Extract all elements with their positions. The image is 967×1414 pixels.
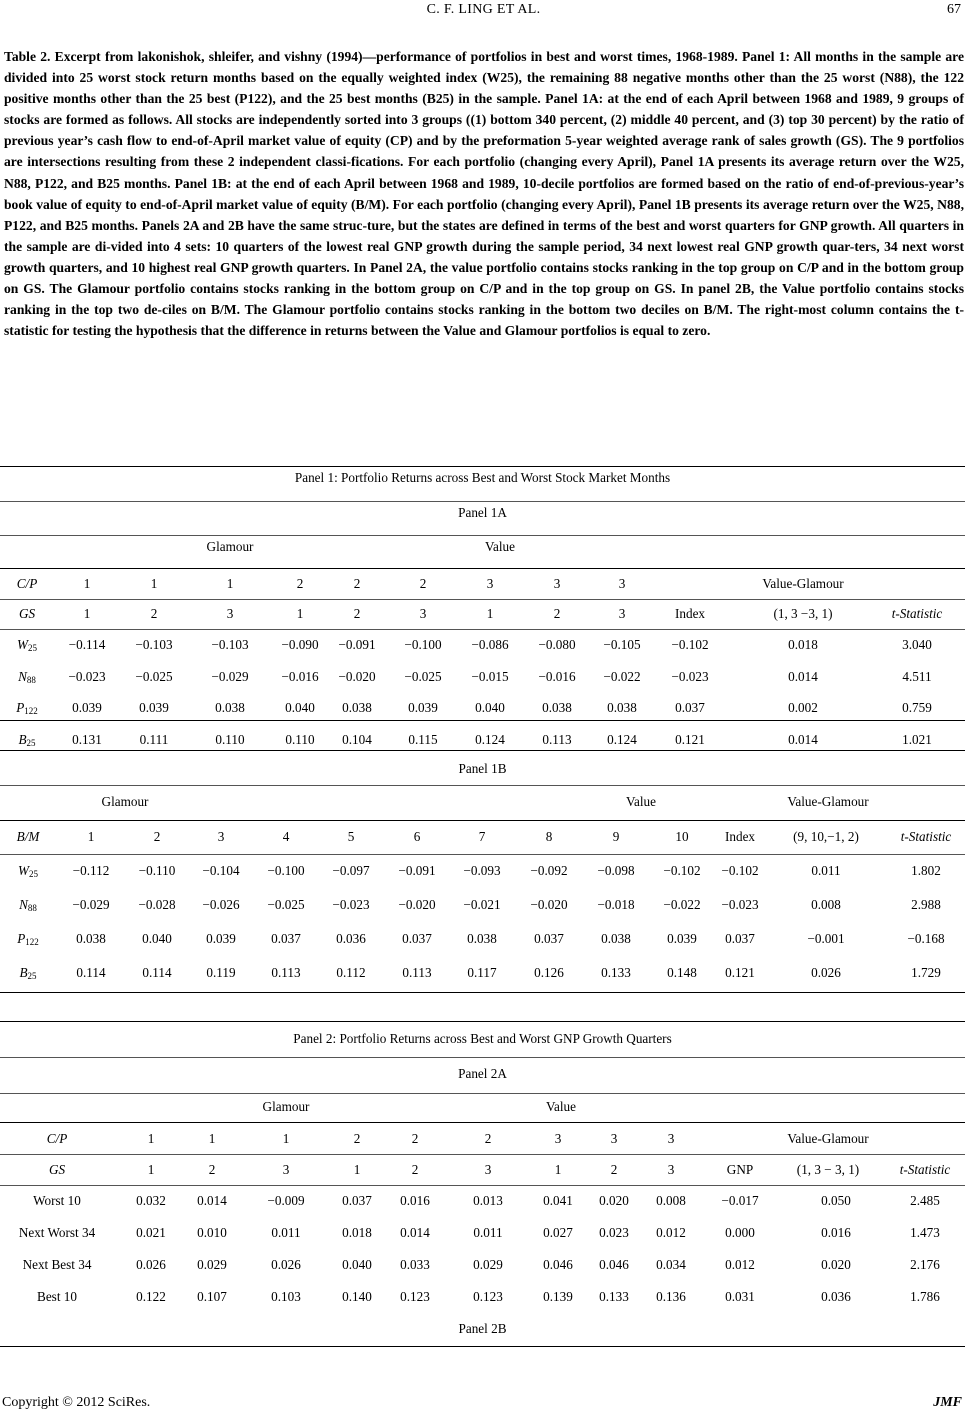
panel2a-row-cell: 0.027 [543, 1225, 573, 1240]
panel1b-row-cell: −0.028 [138, 897, 176, 912]
panel1b-row-cell: −0.104 [202, 863, 240, 878]
panel2a-row-cell: 0.140 [342, 1289, 372, 1304]
panel1a-row-label-subscript: 25 [28, 643, 37, 653]
panel1b-decile-cell: 5 [347, 829, 355, 844]
panel1b-row-cell: 1.729 [911, 965, 941, 980]
panel1a-header-rule [0, 568, 965, 569]
panel2a-cp-cell: 2 [411, 1131, 419, 1146]
panel1a-row-label-subscript: 88 [26, 674, 36, 685]
panel1b-row-cell: −0.025 [267, 897, 305, 912]
panel1a-row-cell: 0.002 [788, 700, 818, 715]
page-footer [2, 1395, 964, 1411]
panel1b-row-cell: −0.091 [398, 863, 436, 878]
panel1b-row-cell: 0.038 [601, 931, 631, 946]
panel2a-value-header: Value [545, 1099, 577, 1114]
panel1a-row-cell: 4.511 [902, 668, 932, 684]
panel1a-cp-cell: 3 [553, 576, 561, 591]
panel2a-row-cell: 0.041 [543, 1193, 573, 1208]
panel1b-row-cell: −0.100 [267, 863, 305, 878]
panel2a-row-cell: −0.009 [267, 1193, 305, 1208]
panel2a-gs-cell: 2 [208, 1162, 216, 1177]
panel1a-row-cell: 0.040 [285, 700, 315, 715]
panel1b-row-cell: 0.008 [811, 897, 841, 912]
panel2a-row-cell: 0.021 [136, 1225, 166, 1240]
copyright-text: Copyright © 2012 SciRes. [2, 1395, 151, 1410]
panel1a-gs-cell: 3 [226, 606, 234, 621]
panel1b-row-cell: 0.133 [601, 965, 631, 980]
panel1a-row-cell: −0.025 [135, 668, 173, 684]
panel1b-bm-label: B/M [16, 829, 40, 844]
panel1b-row-cell: −0.102 [663, 863, 701, 878]
panel2a-row-label: Next Worst 34 [18, 1225, 96, 1240]
panel2a-row-cell: 0.012 [725, 1257, 755, 1272]
panel1a-row-cell: −0.016 [538, 668, 576, 684]
panel1b-title: Panel 1B [458, 761, 507, 776]
panel1a-cp-cell: 2 [353, 576, 361, 591]
panel1a-gs-cell: 2 [553, 606, 561, 621]
panel1b-row-cell: 0.037 [534, 931, 564, 946]
panel2a-gs-rule [0, 1185, 965, 1186]
panel1b-row-cell: −0.021 [463, 897, 501, 912]
panel1a-gs-cell: 1 [486, 606, 494, 621]
panel1a-cp-cell: 2 [419, 576, 427, 591]
panel1a-row-cell: 0.111 [139, 731, 169, 747]
panel1a-row-cell: 0.018 [788, 637, 818, 652]
panel1b-row-cell: 0.112 [336, 965, 366, 980]
panel2a-gnp-header: GNP [726, 1162, 754, 1177]
panel1b-row-cell: −0.020 [398, 897, 436, 912]
panel1a-row-cell: −0.080 [538, 637, 576, 652]
panel1a-row-cell: 0.039 [139, 700, 169, 715]
panel1b-row-cell: 0.113 [271, 965, 301, 980]
panel2a-row-cell: −0.017 [721, 1193, 759, 1208]
panel1b-row-cell: 1.802 [911, 863, 941, 878]
panel1a-row-label: $N_{88}$ [18, 668, 36, 685]
panel1a-row-cell: −0.103 [211, 637, 249, 652]
panel1a-bottom-rule [0, 720, 965, 721]
panel1b-row-label-subscript: 25 [27, 971, 37, 981]
panel1a-gs-cell: 2 [353, 606, 361, 621]
panel2a-row-cell: 0.016 [400, 1193, 430, 1208]
table-caption: Table 2. Excerpt from lakonishok, shleifer, and vishny (1994)—performance of portfolios in best and worst times, 1968-1989. Panel 1: All months in the sample are divided into 25 worst stock return months based on the equally weighted index (W25), the remaining 88 negative months other than the 25 worst (N88), the 122 positive months other than the 25 best (P122), and the 25 best months (B25) in the sample. Panel 1A: at the end of each April between 1968 and 1989, 9 groups of stocks are formed as follows. All stocks are independently sorted into 3 groups ((1) bottom 340 percent, (2) middle 40 percent, and (3) top 30 percent) by the ratio of previous year’s cash flow to end-of-April market value of equity (CP) and by the preformation 5-year weighted average rank of sales growth (GS). The 9 portfolios are intersections resulting from these 2 independent classi-fications. For each portfolio (changing every April), Panel 1A presents its average return over the W25, N88, P122, and B25 months. Panel 1B: at the end of each April between 1968 and 1989, 10-decile portfolios are formed based on the ratio of end-of-previous-year’s book value of equity to end-of-April market value of equity (B/M). For each portfolio (changing every April), Panel 1B presents its average return over the W25, N88, P122, and B25 months. Panels 2A and 2B have the same struc-ture, but the states are defined in terms of the best and worst quarters for GNP growth. All quarters in the sample are di-vided into 4 sets: 10 quarters of the lowest real GNP growth during the sample period, 34 next lowest real GNP growth quar-ters, 34 next worst growth quarters, and 10 highest real GNP growth quarters. In Panel 2A, the value portfolio contains stocks ranking in the top group on C/P and in the bottom group on GS. The Glamour portfolio contains stocks ranking in the bottom group on C/P and in the top group on GS. In panel 2B, the Value portfolio contains stocks ranking in the top two de-ciles on B/M. The Glamour portfolio contains stocks ranking in the bottom two deciles on B/M. The right-most column contains the t-statistic for testing the hypothesis that the difference in returns between the Value and Glamour portfolios is equal to zero. [4, 49, 964, 339]
panel2a-row-cell: 0.040 [342, 1257, 372, 1272]
panel1b-row-cell: 0.038 [467, 931, 497, 946]
page-number: 67 [947, 2, 961, 17]
panel1a-gs-cell: 1 [296, 606, 304, 621]
panel2a-tstat-header: t-Statistic [899, 1162, 951, 1177]
panel1a-cp-cell: 2 [296, 576, 304, 591]
panel1b-row-cell: −0.001 [807, 931, 845, 946]
panel2-title: Panel 2: Portfolio Returns across Best and Worst GNP Growth Quarters [293, 1031, 672, 1046]
panel2a-row-cell: 0.020 [821, 1257, 851, 1272]
panel1a-row-cell: −0.100 [404, 637, 442, 652]
panel1b-row-cell: 0.113 [402, 965, 432, 980]
panel1b-row-label: $B_{25}$ [19, 965, 37, 981]
panel1a-row-cell: 0.038 [342, 700, 372, 715]
panel1b-row-cell: 0.114 [76, 965, 106, 980]
panel2a-row-cell: 0.123 [473, 1289, 503, 1304]
panel2a-cp-cell: 2 [484, 1131, 492, 1146]
panel2a-cp-label: C/P [46, 1131, 68, 1146]
panel2a-cp-cell: 1 [208, 1131, 216, 1146]
panel1b-row-cell: −0.092 [530, 863, 568, 878]
panel1a-cp-label: C/P [16, 576, 38, 591]
panel1a-row-label-subscript: 25 [26, 737, 36, 748]
panel1a-diff-header: (1, 3 −3, 1) [773, 606, 833, 621]
panel2a-row-cell: 0.020 [599, 1193, 629, 1208]
panel2a-row-label: Best 10 [37, 1289, 77, 1304]
panel1a-title-rule [0, 501, 965, 502]
panel1a-row-cell: 0.124 [607, 731, 637, 747]
panel2a-row-cell: 0.023 [599, 1225, 629, 1240]
panel1b-row-cell: −0.168 [907, 931, 945, 946]
panel1b-group-rule [0, 820, 965, 821]
panel1a-cp-cell: 3 [486, 576, 494, 591]
panel1b-decile-cell: 1 [87, 829, 95, 844]
running-title: C. F. LING ET AL. [426, 2, 541, 17]
panel1b-row-label: $P_{122}$ [17, 931, 39, 947]
panel2a-row-cell: 0.018 [342, 1225, 372, 1240]
panel1a-group-rule [0, 535, 965, 536]
panel2a-row-cell: 0.123 [400, 1289, 430, 1304]
panel1b-row-label-subscript: 25 [29, 869, 38, 879]
panel2a-row-cell: 0.029 [197, 1257, 227, 1272]
panel1a-cp-cell: 3 [618, 576, 626, 591]
panel1a-row-cell: 1.021 [902, 731, 932, 747]
panel2a-row-cell: 1.473 [910, 1225, 940, 1240]
panel2a-row-label: Worst 10 [33, 1193, 81, 1208]
page-header [0, 2, 967, 22]
panel2a-gs-label: GS [48, 1162, 66, 1177]
panel1b-title-rule [0, 785, 965, 786]
panel1a-row-cell: 0.014 [788, 731, 818, 747]
panel2a-row-cell: 0.013 [473, 1193, 503, 1208]
panel1b-top-rule [0, 750, 965, 751]
panel1a-row-cell: −0.025 [404, 668, 442, 684]
panel1a-row-cell: −0.023 [671, 668, 709, 684]
panel2a-row-cell: 0.011 [473, 1225, 503, 1240]
panel2a-row-cell: 0.133 [599, 1289, 629, 1304]
panel1a-row-label: $W_{25}$ [17, 637, 37, 653]
panel1b-row-cell: −0.020 [530, 897, 568, 912]
panel1b-row-cell: −0.026 [202, 897, 240, 912]
panel2a-gs-cell: 1 [147, 1162, 155, 1177]
panel2a-row-cell: 0.012 [656, 1225, 686, 1240]
panel1a-row-cell: 0.759 [902, 700, 932, 715]
panel1b-row-cell: 0.126 [534, 965, 564, 980]
panel2a-row-cell: 0.034 [656, 1257, 686, 1272]
panel1b-decile-cell: 2 [153, 829, 161, 844]
panel1b-index-header: Index [724, 829, 756, 844]
panel1a-gs-cell: 3 [618, 606, 626, 621]
panel1b-row-cell: 0.011 [811, 863, 841, 878]
panel1b-row-cell: 0.148 [667, 965, 697, 980]
panel1b-row-cell: −0.112 [72, 863, 110, 878]
panel1b-decile-cell: 6 [413, 829, 421, 844]
panel2a-glamour-header: Glamour [262, 1099, 310, 1114]
panel2b-title: Panel 2B [458, 1321, 507, 1336]
panel1a-tstat-header: t-Statistic [891, 606, 943, 621]
panel1a-gs-cell: 1 [83, 606, 91, 621]
panel1a-row-cell: 0.124 [475, 731, 505, 747]
panel1b-row-cell: −0.102 [721, 863, 759, 878]
panel1b-row-label: $W_{25}$ [18, 863, 38, 879]
panel1b-row-cell: −0.093 [463, 863, 501, 878]
panel1a-row-cell: 0.110 [215, 731, 245, 747]
panel2a-row-label: Next Best 34 [22, 1257, 92, 1272]
panel2a-row-cell: 0.136 [656, 1289, 686, 1304]
panel1b-decile-cell: 3 [217, 829, 225, 844]
panel2a-row-cell: 0.016 [821, 1225, 851, 1240]
panel2a-row-cell: 0.037 [342, 1193, 372, 1208]
panel1a-cp-cell: 1 [83, 576, 91, 591]
panel2a-row-cell: 0.026 [136, 1257, 166, 1272]
panel1a-row-cell: 0.039 [72, 700, 102, 715]
panel1a-row-cell: 0.040 [475, 700, 505, 715]
panel1a-row-cell: −0.016 [281, 668, 319, 684]
panel1a-cp-rule [0, 599, 965, 600]
panel1b-row-label-subscript: 88 [27, 903, 37, 913]
panel2a-cp-cell: 2 [353, 1131, 361, 1146]
panel1b-decile-cell: 9 [612, 829, 620, 844]
panel2a-gs-cell: 2 [610, 1162, 618, 1177]
panel1b-bottom-rule [0, 992, 965, 993]
panel2a-gs-cell: 3 [282, 1162, 290, 1177]
panel1b-row-cell: 0.037 [271, 931, 301, 946]
panel2a-row-cell: 0.103 [271, 1289, 301, 1304]
panel1b-glamour-header: Glamour [101, 794, 149, 809]
panel1a-value-header: Value [484, 539, 516, 554]
panel1a-gs-cell: 2 [150, 606, 158, 621]
panel1a-row-cell: −0.103 [135, 637, 173, 652]
panel1b-row-cell: 0.036 [336, 931, 366, 946]
panel1b-row-cell: 0.121 [725, 965, 755, 980]
panel1a-row-cell: −0.029 [211, 668, 249, 684]
panel1b-row-cell: −0.018 [597, 897, 635, 912]
panel2a-gs-cell: 3 [667, 1162, 675, 1177]
panel2a-row-cell: 0.029 [473, 1257, 503, 1272]
panel1b-diff-header: (9, 10,−1, 2) [793, 829, 859, 844]
panel1b-row-cell: 0.026 [811, 965, 841, 980]
panel1b-decile-cell: 8 [545, 829, 553, 844]
panel2a-gs-cell: 3 [484, 1162, 492, 1177]
journal-abbrev: JMF [933, 1395, 962, 1410]
panel2a-diff-header: (1, 3 − 3, 1) [796, 1162, 860, 1177]
panel1b-decile-cell: 7 [478, 829, 486, 844]
panel1b-row-cell: −0.022 [663, 897, 701, 912]
panel1a-row-cell: −0.102 [671, 637, 709, 652]
panel2a-row-cell: 0.010 [197, 1225, 227, 1240]
panel2a-row-cell: 0.122 [136, 1289, 166, 1304]
panel1b-tstat-header: t-Statistic [900, 829, 952, 844]
panel2a-title: Panel 2A [458, 1066, 507, 1081]
panel2a-group-rule [0, 1122, 965, 1123]
panel2a-value-glamour-header: Value-Glamour [787, 1131, 869, 1146]
panel1a-title: Panel 1A [458, 505, 507, 520]
panel2a-row-cell: 0.014 [400, 1225, 430, 1240]
panel1-title: Panel 1: Portfolio Returns across Best and Worst Stock Market Months [294, 470, 671, 485]
panel2-title-rule [0, 1057, 965, 1058]
panel1b-row-label: $N_{88}$ [19, 897, 37, 913]
panel2a-cp-cell: 1 [282, 1131, 290, 1146]
panel1b-row-cell: 0.039 [206, 931, 236, 946]
panel1a-gs-rule [0, 629, 965, 630]
panel2a-row-cell: 0.139 [543, 1289, 573, 1304]
panel2a-row-cell: 0.031 [725, 1289, 755, 1304]
panel1b-row-cell: −0.110 [138, 863, 176, 878]
panel1b-row-cell: 0.114 [142, 965, 172, 980]
panel1b-row-cell: −0.097 [332, 863, 370, 878]
panel2a-cp-cell: 3 [554, 1131, 562, 1146]
panel1a-row-label: $B_{25}$ [18, 731, 36, 748]
panel2a-row-cell: 0.046 [599, 1257, 629, 1272]
panel2a-row-cell: 0.046 [543, 1257, 573, 1272]
panel2a-row-cell: 1.786 [910, 1289, 940, 1304]
panel1b-row-label-subscript: 122 [25, 937, 39, 947]
panel1b-row-cell: −0.023 [332, 897, 370, 912]
panel1b-row-cell: 0.119 [206, 965, 236, 980]
panel2a-cp-cell: 3 [610, 1131, 618, 1146]
panel1b-row-cell: −0.029 [72, 897, 110, 912]
panel2-top-rule [0, 1021, 965, 1022]
panel2a-row-cell: 0.033 [400, 1257, 430, 1272]
panel2a-title-rule [0, 1093, 965, 1094]
panel2b-title-rule [0, 1346, 965, 1347]
panel2a-row-cell: 2.176 [910, 1257, 940, 1272]
panel2a-cp-cell: 3 [667, 1131, 675, 1146]
panel1a-row-cell: 0.037 [675, 700, 705, 715]
panel2a-gs-cell: 1 [353, 1162, 361, 1177]
panel2a-row-cell: 0.050 [821, 1193, 851, 1208]
panel1a-gs-label: GS [18, 606, 36, 621]
panel1a-row-label-subscript: 122 [24, 706, 38, 716]
panel1a-row-cell: 0.038 [607, 700, 637, 715]
panel1b-row-cell: 0.039 [667, 931, 697, 946]
panel2a-row-cell: 2.485 [910, 1193, 940, 1208]
panel1a-cp-cell: 1 [226, 576, 234, 591]
panel1a-row-cell: −0.022 [603, 668, 641, 684]
panel2a-row-cell: 0.036 [821, 1289, 851, 1304]
panel1b-row-cell: 2.988 [911, 897, 941, 912]
panel1a-row-cell: 0.121 [675, 731, 705, 747]
panel1a-row-cell: 0.038 [542, 700, 572, 715]
panel1a-gs-cell: 3 [419, 606, 427, 621]
panel2a-cp-cell: 1 [147, 1131, 155, 1146]
panel1a-glamour-header: Glamour [206, 539, 254, 554]
panel1a-top-rule [0, 466, 965, 467]
panel1b-row-cell: −0.098 [597, 863, 635, 878]
panel1b-header-rule [0, 854, 965, 855]
panel1b-value-glamour-header: Value-Glamour [787, 794, 869, 809]
panel1b-row-cell: 0.037 [402, 931, 432, 946]
panel1a-value-glamour-header: Value-Glamour [762, 576, 844, 591]
panel1b-row-cell: 0.037 [725, 931, 755, 946]
panel2a-row-cell: 0.000 [725, 1225, 755, 1240]
panel2a-row-cell: 0.011 [271, 1225, 301, 1240]
panel1a-row-cell: −0.023 [68, 668, 106, 684]
panel2a-row-cell: 0.008 [656, 1193, 686, 1208]
panel1a-row-cell: 0.115 [408, 731, 438, 747]
panel2a-row-cell: 0.026 [271, 1257, 301, 1272]
panel1a-row-cell: −0.105 [603, 637, 641, 652]
panel1a-row-cell: −0.091 [338, 637, 376, 652]
panel1a-row-cell: 3.040 [902, 637, 932, 652]
panel2a-row-cell: 0.014 [197, 1193, 227, 1208]
panel1a-row-cell: −0.090 [281, 637, 319, 652]
panel1b-decile-cell: 10 [675, 829, 689, 844]
panel1a-row-cell: −0.114 [68, 637, 106, 652]
panel1b-value-header: Value [625, 794, 657, 809]
panel1b-row-cell: −0.023 [721, 897, 759, 912]
panel2a-row-cell: 0.032 [136, 1193, 166, 1208]
panel1a-row-cell: 0.038 [215, 700, 245, 715]
panel1b-row-cell: 0.038 [76, 931, 106, 946]
panel1b-row-cell: 0.117 [467, 965, 497, 980]
panel1a-row-cell: −0.086 [471, 637, 509, 652]
panel2a-row-cell: 0.107 [197, 1289, 227, 1304]
panel1a-row-label: $P_{122}$ [16, 700, 38, 716]
panel1a-row-cell: 0.110 [285, 731, 315, 747]
panel1a-row-cell: 0.014 [788, 668, 818, 684]
panel1a-row-cell: −0.020 [338, 668, 376, 684]
panel1a-cp-cell: 1 [150, 576, 158, 591]
panel2a-cp-rule [0, 1154, 965, 1155]
panel1a-row-cell: 0.104 [342, 731, 372, 747]
panel1b-decile-cell: 4 [282, 829, 290, 844]
panel1b-row-cell: 0.040 [142, 931, 172, 946]
panel1a-row-cell: 0.039 [408, 700, 438, 715]
panel1a-row-cell: −0.015 [471, 668, 509, 684]
panel2a-gs-cell: 2 [411, 1162, 419, 1177]
panel1a-index-header: Index [674, 606, 706, 621]
panel1a-row-cell: 0.131 [72, 731, 102, 747]
panel2a-gs-cell: 1 [554, 1162, 562, 1177]
panel1a-row-cell: 0.113 [542, 731, 572, 747]
